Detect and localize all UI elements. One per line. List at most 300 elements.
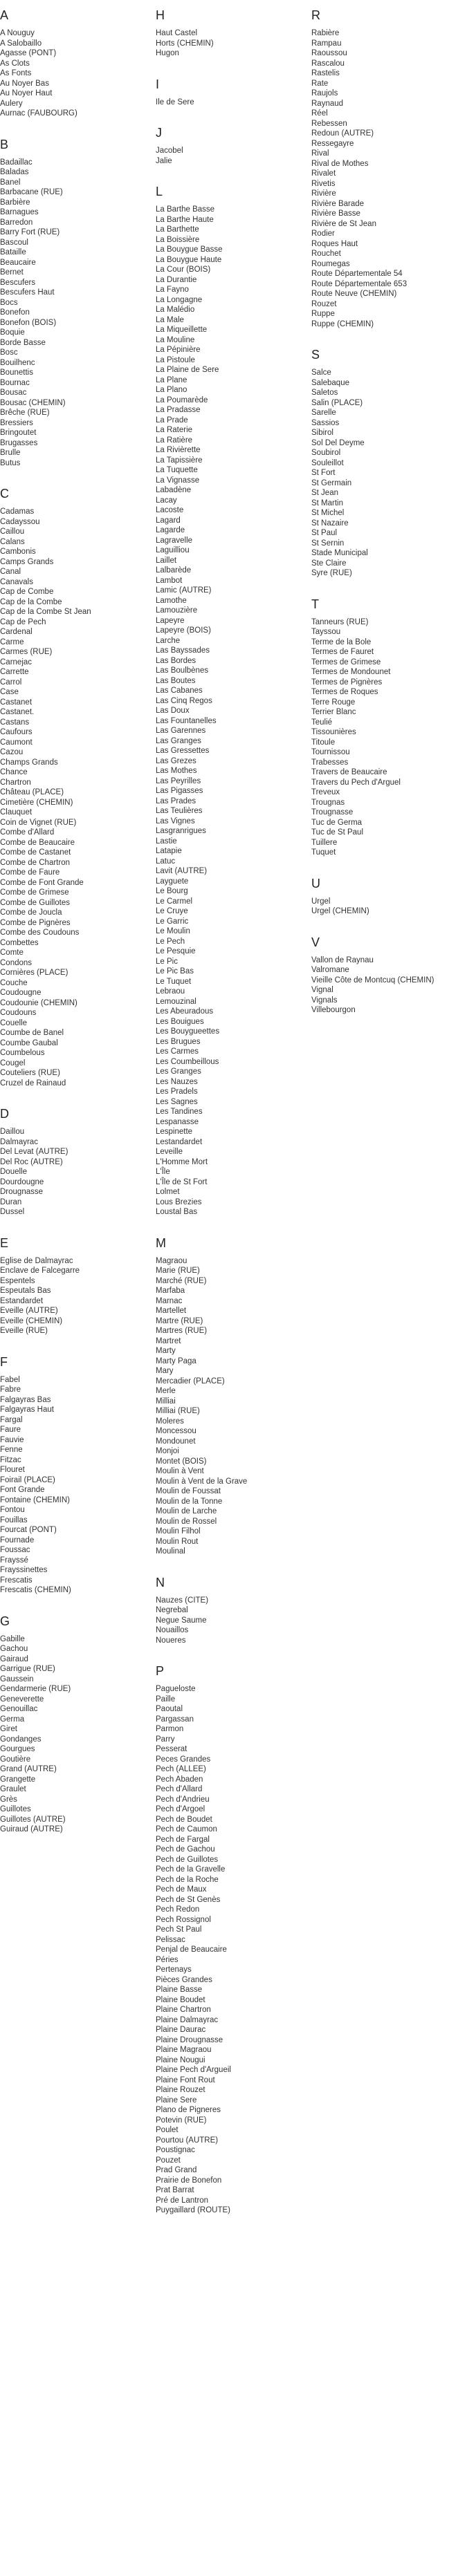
- place-name-item: Coin de Vignet (RUE): [0, 818, 77, 827]
- place-name-item: Del Levat (AUTRE): [0, 1148, 68, 1156]
- place-name-item: Dalmayrac: [0, 1137, 38, 1146]
- section-letter-heading: P: [156, 1664, 165, 1678]
- place-name-item: La Tuquette: [156, 466, 198, 474]
- place-name-item: Cap de Combe: [0, 588, 54, 596]
- place-name-item: Le Carmel: [156, 897, 193, 906]
- place-name-item: Falgayras Bas: [0, 1395, 51, 1404]
- place-name-item: Eveille (AUTRE): [0, 1307, 58, 1315]
- place-name-item: Le Pic: [156, 957, 178, 966]
- place-name-item: Mondounet: [156, 1437, 196, 1446]
- place-name-item: La Plaine de Sere: [156, 366, 219, 374]
- place-name-item: Marfaba: [156, 1287, 185, 1295]
- place-name-item: Las Prades: [156, 796, 196, 805]
- place-name-item: St Jean: [311, 489, 338, 497]
- place-name-item: Las Mothes: [156, 767, 197, 775]
- letter-section-i: [156, 77, 294, 108]
- place-name-item: Duran: [0, 1197, 22, 1206]
- place-name-item: Vieille Côte de Montcuq (CHEMIN): [311, 976, 434, 984]
- place-name-item: Peces Grandes: [156, 1755, 211, 1764]
- place-name-item: Trougnasse: [311, 808, 354, 816]
- place-name-item: Las Garennes: [156, 727, 206, 735]
- place-name-item: Moulin Rout: [156, 1537, 199, 1546]
- place-name-item: Baladas: [0, 168, 29, 176]
- section-letter-heading: I: [156, 77, 160, 91]
- place-name-item: Comte: [0, 949, 24, 957]
- place-name-item: Bascoul: [0, 238, 28, 247]
- place-name-item: Chartron: [0, 778, 31, 787]
- place-name-item: Plaine Basse: [156, 1986, 203, 1994]
- place-name-item: Gabille: [0, 1634, 25, 1643]
- section-letter-heading: N: [156, 1575, 165, 1589]
- place-name-item: Martre (RUE): [156, 1316, 203, 1325]
- place-name-item: Leveille: [156, 1148, 183, 1156]
- place-name-item: Combe de Guillotes: [0, 898, 70, 907]
- place-name-item: Rastelis: [311, 69, 340, 77]
- place-name-item: Calans: [0, 537, 25, 546]
- place-name-item: Plaine Nougui: [156, 2055, 205, 2064]
- place-name-item: Rival de Mothes: [311, 159, 369, 168]
- place-name-item: Milliai (RUE): [156, 1407, 200, 1415]
- place-name-item: Marché (RUE): [156, 1276, 207, 1285]
- place-name-item: Bressiers: [0, 418, 33, 427]
- place-name-item: Grès: [0, 1795, 17, 1804]
- place-name-item: Pech de la Roche: [156, 1875, 219, 1884]
- place-name-item: La Pradasse: [156, 406, 201, 414]
- place-name-item: Pargassan: [156, 1715, 194, 1724]
- place-name-item: Lambot: [156, 576, 183, 585]
- section-letter-heading: F: [0, 1354, 8, 1369]
- place-name-item: Prairie de Bonefon: [156, 2176, 222, 2185]
- place-name-item: Enclave de Falcegarre: [0, 1267, 80, 1275]
- place-name-item: Moulin de Foussat: [156, 1487, 221, 1495]
- place-name-item: L'Île de St Fort: [156, 1177, 208, 1186]
- place-name-item: Condons: [0, 958, 33, 967]
- place-name-item: Moulin de la Tonne: [156, 1497, 223, 1506]
- place-name-item: Las Bayssades: [156, 646, 210, 655]
- place-name-item: Frescatis (CHEMIN): [0, 1586, 71, 1594]
- place-name-item: Pech de Caumon: [156, 1825, 217, 1833]
- place-name-item: Plaine Magraou: [156, 2046, 212, 2054]
- place-name-item: Lespinette: [156, 1128, 193, 1136]
- place-name-item: Lalbarède: [156, 566, 192, 575]
- place-name-item: Cazou: [0, 748, 24, 756]
- place-name-item: Terrier Blanc: [311, 708, 356, 716]
- place-name-item: Tuquet: [311, 848, 336, 857]
- place-name-item: Raujols: [311, 89, 338, 97]
- place-name-item: Cadayssou: [0, 517, 40, 526]
- place-name-item: Salebaque: [311, 378, 349, 387]
- place-name-item: Treveux: [311, 788, 340, 796]
- place-name-item: Eglise de Dalmayrac: [0, 1256, 73, 1265]
- place-name-item: Marnac: [156, 1296, 183, 1305]
- place-name-item: Falgayras Haut: [0, 1406, 54, 1414]
- place-name-item: Carmes (RUE): [0, 648, 53, 656]
- place-name-item: Souleillot: [311, 458, 344, 467]
- place-name-item: Las Granges: [156, 736, 201, 745]
- place-name-item: Moulin Filhol: [156, 1527, 201, 1536]
- place-name-item: Route Départementale 653: [311, 279, 408, 288]
- place-name-item: Puygaillard (ROUTE): [156, 2206, 230, 2214]
- place-name-item: Barbière: [0, 198, 30, 207]
- place-name-item: Plaine Pech d'Argueil: [156, 2066, 231, 2074]
- place-name-list: [156, 1596, 294, 1646]
- place-name-item: Laguilliou: [156, 546, 190, 554]
- place-name-item: Bernet: [0, 268, 24, 277]
- place-name-item: Larche: [156, 636, 181, 645]
- letter-section-a: [0, 8, 138, 119]
- place-name-item: Flouret: [0, 1466, 25, 1474]
- place-name-item: Espeutals Bas: [0, 1287, 51, 1295]
- place-name-list: [0, 1634, 138, 1835]
- place-name-item: Prat Barrat: [156, 2186, 194, 2194]
- place-name-item: La Ratière: [156, 436, 193, 445]
- place-name-item: Plaine Drougnasse: [156, 2035, 223, 2044]
- place-name-item: Le Pic Bas: [156, 967, 194, 976]
- section-letter-heading: C: [0, 487, 9, 501]
- place-name-item: Aulery: [0, 99, 23, 108]
- section-letter-heading: R: [311, 8, 320, 22]
- place-name-item: Plaine Rouzet: [156, 2086, 205, 2094]
- place-name-item: Labadène: [156, 486, 192, 494]
- place-name-item: Eveille (CHEMIN): [0, 1316, 63, 1325]
- place-name-item: Noueres: [156, 1636, 186, 1645]
- place-name-item: Le Bourg: [156, 887, 188, 895]
- place-name-item: Bonefon: [0, 308, 30, 317]
- place-name-item: Lamic (AUTRE): [156, 586, 212, 595]
- place-name-item: Pouzet: [156, 2156, 181, 2165]
- place-name-item: Montet (BOIS): [156, 1457, 207, 1466]
- place-name-item: Pagueloste: [156, 1685, 196, 1693]
- place-name-item: Brulle: [0, 449, 21, 457]
- place-name-item: Pech Redon: [156, 1905, 200, 1914]
- place-name-item: Plaine Font Rout: [156, 2075, 215, 2084]
- place-name-item: Trougnas: [311, 798, 345, 807]
- place-name-item: Moulin de Larche: [156, 1507, 217, 1515]
- place-name-item: Mercadier (PLACE): [156, 1376, 225, 1385]
- place-name-list: [311, 368, 450, 579]
- place-name-item: Gairaud: [0, 1654, 28, 1663]
- place-name-item: Pech de Fargal: [156, 1835, 210, 1844]
- place-name-item: La Vignasse: [156, 476, 200, 485]
- place-name-item: La Barthette: [156, 225, 199, 234]
- place-name-item: Las Grezes: [156, 756, 196, 765]
- place-name-item: Bringoutet: [0, 429, 37, 437]
- place-name-item: Marty Paga: [156, 1356, 196, 1365]
- place-name-item: Estandardet: [0, 1296, 44, 1305]
- place-name-list: [0, 1256, 138, 1336]
- place-name-item: La Raterie: [156, 426, 193, 434]
- place-name-item: Couelle: [0, 1018, 27, 1027]
- place-name-item: Valromane: [311, 966, 349, 974]
- place-name-list: [156, 205, 294, 1217]
- place-name-item: Las Teulières: [156, 807, 203, 815]
- place-name-item: Saletos: [311, 389, 338, 397]
- letter-section-s: [311, 348, 450, 579]
- place-name-list: [156, 1256, 294, 1557]
- index-column-1: [0, 8, 138, 1854]
- place-name-item: Vallon de Raynau: [311, 955, 374, 964]
- place-name-item: Salce: [311, 368, 331, 377]
- section-letter-heading: E: [0, 1235, 9, 1250]
- place-name-item: Le Tuquet: [156, 977, 192, 986]
- place-name-list: [311, 955, 450, 1016]
- place-name-item: Lagarde: [156, 526, 185, 534]
- place-name-item: Rivière Basse: [311, 209, 360, 218]
- place-name-item: Le Pesquie: [156, 947, 196, 955]
- place-name-item: Dussel: [0, 1208, 25, 1216]
- place-name-item: Loustal Bas: [156, 1208, 198, 1216]
- place-name-item: Frayssé: [0, 1556, 28, 1565]
- place-name-item: Tuc de Germa: [311, 818, 363, 827]
- place-name-item: Caillou: [0, 528, 25, 536]
- place-name-item: Bosc: [0, 348, 18, 357]
- place-name-item: Pièces Grandes: [156, 1975, 212, 1984]
- place-name-item: Sassios: [311, 418, 340, 427]
- place-name-item: Roques Haut: [311, 239, 358, 248]
- place-name-item: Lamouzière: [156, 606, 198, 615]
- place-name-list: [0, 1127, 138, 1217]
- place-name-item: Combettes: [0, 938, 39, 947]
- place-name-item: Canal: [0, 568, 21, 576]
- place-name-item: Rivetis: [311, 179, 336, 188]
- place-name-item: Roumegas: [311, 259, 350, 268]
- place-name-item: Las Pigasses: [156, 787, 203, 795]
- place-name-item: Nauzes (CITE): [156, 1596, 209, 1605]
- place-name-item: Negrebal: [156, 1606, 188, 1614]
- place-name-item: A Nouguy: [0, 29, 35, 37]
- place-name-item: Foirail (PLACE): [0, 1475, 55, 1484]
- place-name-item: Hugon: [156, 49, 179, 57]
- place-name-item: Cruzel de Rainaud: [0, 1079, 66, 1088]
- place-name-item: Lapeyre (BOIS): [156, 626, 211, 635]
- place-name-item: Fabre: [0, 1385, 21, 1394]
- place-name-item: Fourcat (PONT): [0, 1526, 57, 1534]
- place-name-item: Fargal: [0, 1415, 23, 1424]
- place-name-list: [311, 28, 450, 329]
- place-name-item: Tuc de St Paul: [311, 828, 364, 837]
- place-name-item: La Malédio: [156, 306, 195, 314]
- place-name-item: Graulet: [0, 1785, 26, 1793]
- place-name-item: Del Roc (AUTRE): [0, 1157, 63, 1166]
- place-name-item: Les Pradels: [156, 1088, 198, 1096]
- place-name-item: Pesserat: [156, 1745, 187, 1753]
- place-name-item: Moulin à Vent de la Grave: [156, 1477, 248, 1486]
- place-name-item: Carnejac: [0, 657, 33, 666]
- place-name-item: Espentels: [0, 1276, 35, 1285]
- place-name-item: Lacay: [156, 496, 177, 505]
- place-name-item: Le Pech: [156, 937, 185, 946]
- place-name-item: Rivière Barade: [311, 199, 365, 208]
- letter-section-b: [0, 138, 138, 469]
- place-name-item: Castanet.: [0, 708, 35, 716]
- place-name-item: Travers du Pech d'Arguel: [311, 778, 401, 787]
- place-name-item: Vignal: [311, 986, 333, 994]
- section-letter-heading: T: [311, 597, 319, 611]
- index-column-2: [156, 8, 294, 2234]
- place-name-item: Fenne: [0, 1446, 23, 1454]
- place-name-item: Les Tandines: [156, 1108, 203, 1116]
- section-letter-heading: M: [156, 1235, 166, 1250]
- place-name-item: L'Homme Mort: [156, 1157, 208, 1166]
- section-letter-heading: B: [0, 137, 9, 151]
- place-name-item: Pech d'Allard: [156, 1785, 203, 1793]
- place-name-item: Combe des Coudouns: [0, 928, 80, 937]
- place-name-item: Tanneurs (RUE): [311, 617, 369, 626]
- place-name-item: Lemouzinal: [156, 997, 196, 1006]
- place-name-item: Las Vignes: [156, 816, 195, 825]
- section-letter-heading: V: [311, 935, 320, 949]
- letter-section-t: [311, 597, 450, 858]
- place-name-list: [156, 97, 294, 108]
- section-letter-heading: L: [156, 185, 163, 198]
- place-name-item: Las Bordes: [156, 656, 196, 665]
- place-name-item: Las Peyrilles: [156, 776, 201, 785]
- place-name-item: Villebourgon: [311, 1006, 356, 1014]
- place-name-item: La Boissière: [156, 235, 200, 244]
- place-name-item: Jalie: [156, 156, 172, 165]
- place-name-item: Rouzet: [311, 299, 337, 308]
- place-name-item: Horts (CHEMIN): [156, 39, 214, 48]
- place-name-item: Fauvie: [0, 1435, 24, 1444]
- place-name-item: Termes de Grimese: [311, 657, 381, 666]
- place-name-item: Agasse (PONT): [0, 49, 57, 57]
- place-name-item: Les Bouygueettes: [156, 1027, 220, 1036]
- place-name-item: Lacoste: [156, 506, 184, 514]
- place-name-item: Pelissac: [156, 1935, 185, 1944]
- place-name-item: Germa: [0, 1715, 25, 1724]
- place-name-item: Le Garric: [156, 917, 189, 926]
- place-name-item: Bounettis: [0, 368, 33, 377]
- place-name-item: Bocs: [0, 298, 18, 307]
- section-letter-heading: D: [0, 1107, 9, 1121]
- place-name-item: Bournac: [0, 378, 30, 387]
- section-letter-heading: A: [0, 8, 9, 22]
- place-name-item: Pech de Gachou: [156, 1845, 215, 1854]
- place-name-item: Bescufers Haut: [0, 288, 55, 297]
- place-name-item: Las Fountanelles: [156, 716, 217, 725]
- place-name-item: Lestandardet: [156, 1137, 203, 1146]
- place-name-item: Penjal de Beaucaire: [156, 1945, 227, 1954]
- place-name-item: Grand (AUTRE): [0, 1765, 57, 1773]
- place-name-item: Rate: [311, 79, 329, 88]
- place-name-item: Combe de Pignères: [0, 918, 71, 927]
- letter-section-r: [311, 8, 450, 329]
- place-name-item: Drougnasse: [0, 1188, 44, 1196]
- place-name-item: La Bouygue Basse: [156, 245, 223, 254]
- place-name-item: Moleres: [156, 1417, 184, 1426]
- place-name-item: St Michel: [311, 509, 345, 517]
- place-name-item: St Martin: [311, 498, 344, 507]
- place-name-item: Cougel: [0, 1058, 26, 1067]
- place-name-item: Cadamas: [0, 507, 35, 516]
- place-name-item: Cambonis: [0, 548, 36, 556]
- place-name-item: Pech de la Gravelle: [156, 1865, 226, 1874]
- place-name-item: La Barthe Basse: [156, 205, 215, 214]
- place-name-item: Château (PLACE): [0, 788, 64, 796]
- place-name-item: Nouaillos: [156, 1626, 189, 1634]
- place-name-item: Combe de Font Grande: [0, 878, 84, 887]
- place-name-list: [156, 28, 294, 59]
- letter-section-d: [0, 1107, 138, 1217]
- place-name-item: Ruppe (CHEMIN): [311, 319, 374, 328]
- place-name-item: Ile de Sere: [156, 97, 194, 106]
- place-name-item: La Prade: [156, 416, 188, 424]
- place-name-item: Tissounières: [311, 728, 356, 736]
- place-name-item: La Rivièrette: [156, 446, 201, 454]
- place-name-item: Terre Rouge: [311, 698, 356, 707]
- place-name-item: St Paul: [311, 529, 338, 537]
- place-name-item: Fontou: [0, 1506, 25, 1514]
- place-name-item: Combe d'Allard: [0, 828, 55, 837]
- place-name-item: Cap de la Combe: [0, 597, 62, 606]
- place-name-item: Urgel (CHEMIN): [311, 907, 369, 915]
- place-name-item: Frayssinettes: [0, 1566, 48, 1574]
- place-name-item: Bouilhenc: [0, 358, 35, 367]
- index-column-3: [311, 8, 450, 1034]
- place-name-item: Martres (RUE): [156, 1327, 208, 1335]
- place-name-item: Rampau: [311, 39, 342, 48]
- place-name-item: Eveille (RUE): [0, 1327, 48, 1335]
- place-name-list: [156, 146, 294, 166]
- place-name-list: [156, 1684, 294, 2216]
- place-name-item: Layguete: [156, 877, 189, 886]
- letter-section-u: [311, 877, 450, 917]
- place-name-list: [0, 1375, 138, 1596]
- place-name-item: Plaine Daurac: [156, 2026, 206, 2034]
- place-name-item: Plaine Dalmayrac: [156, 2015, 219, 2024]
- place-name-item: La Tapissière: [156, 456, 203, 465]
- place-name-item: Moulin à Vent: [156, 1467, 204, 1475]
- place-name-item: Bousac (CHEMIN): [0, 398, 66, 407]
- place-name-item: As Clots: [0, 59, 30, 68]
- letter-section-l: [156, 185, 294, 1217]
- place-name-item: Tayssou: [311, 628, 341, 636]
- place-name-item: Lavit (AUTRE): [156, 867, 208, 875]
- place-name-item: Poustignac: [156, 2146, 195, 2154]
- place-name-item: Jacobel: [156, 147, 183, 155]
- place-name-item: Badaillac: [0, 158, 33, 167]
- place-name-item: Les Granges: [156, 1067, 201, 1076]
- place-name-item: Coudougne: [0, 989, 42, 997]
- place-name-item: Lasgranrigues: [156, 827, 206, 835]
- place-name-item: Grangette: [0, 1775, 36, 1784]
- place-name-item: Coudouns: [0, 1009, 37, 1017]
- place-name-item: La Plane: [156, 375, 187, 384]
- place-name-item: Sarelle: [311, 409, 336, 417]
- place-name-item: Genouillac: [0, 1705, 38, 1713]
- place-name-item: Coumbe de Banel: [0, 1029, 64, 1037]
- place-name-item: La Male: [156, 315, 184, 324]
- place-name-item: Lolmet: [156, 1188, 180, 1196]
- place-name-item: Les Bouigues: [156, 1017, 204, 1026]
- place-name-item: Fitzac: [0, 1455, 21, 1464]
- place-name-item: Coumbelous: [0, 1049, 45, 1057]
- place-name-item: St Germain: [311, 478, 352, 487]
- place-name-item: Ste Claire: [311, 559, 347, 568]
- place-name-item: Pech Rossignol: [156, 1915, 211, 1924]
- place-name-item: Au Noyer Haut: [0, 89, 53, 97]
- place-name-item: La Mouline: [156, 335, 195, 344]
- place-name-item: Lastie: [156, 837, 177, 846]
- place-name-item: Salin (PLACE): [311, 398, 363, 407]
- place-name-item: Plaine Sere: [156, 2096, 197, 2104]
- place-name-item: Cimetière (CHEMIN): [0, 798, 73, 807]
- place-name-item: Lagravelle: [156, 536, 193, 545]
- place-name-item: Rouchet: [311, 250, 341, 258]
- place-name-item: Au Noyer Bas: [0, 79, 49, 88]
- place-name-item: Les Brugues: [156, 1037, 201, 1046]
- place-name-item: La Bouygue Haute: [156, 255, 222, 264]
